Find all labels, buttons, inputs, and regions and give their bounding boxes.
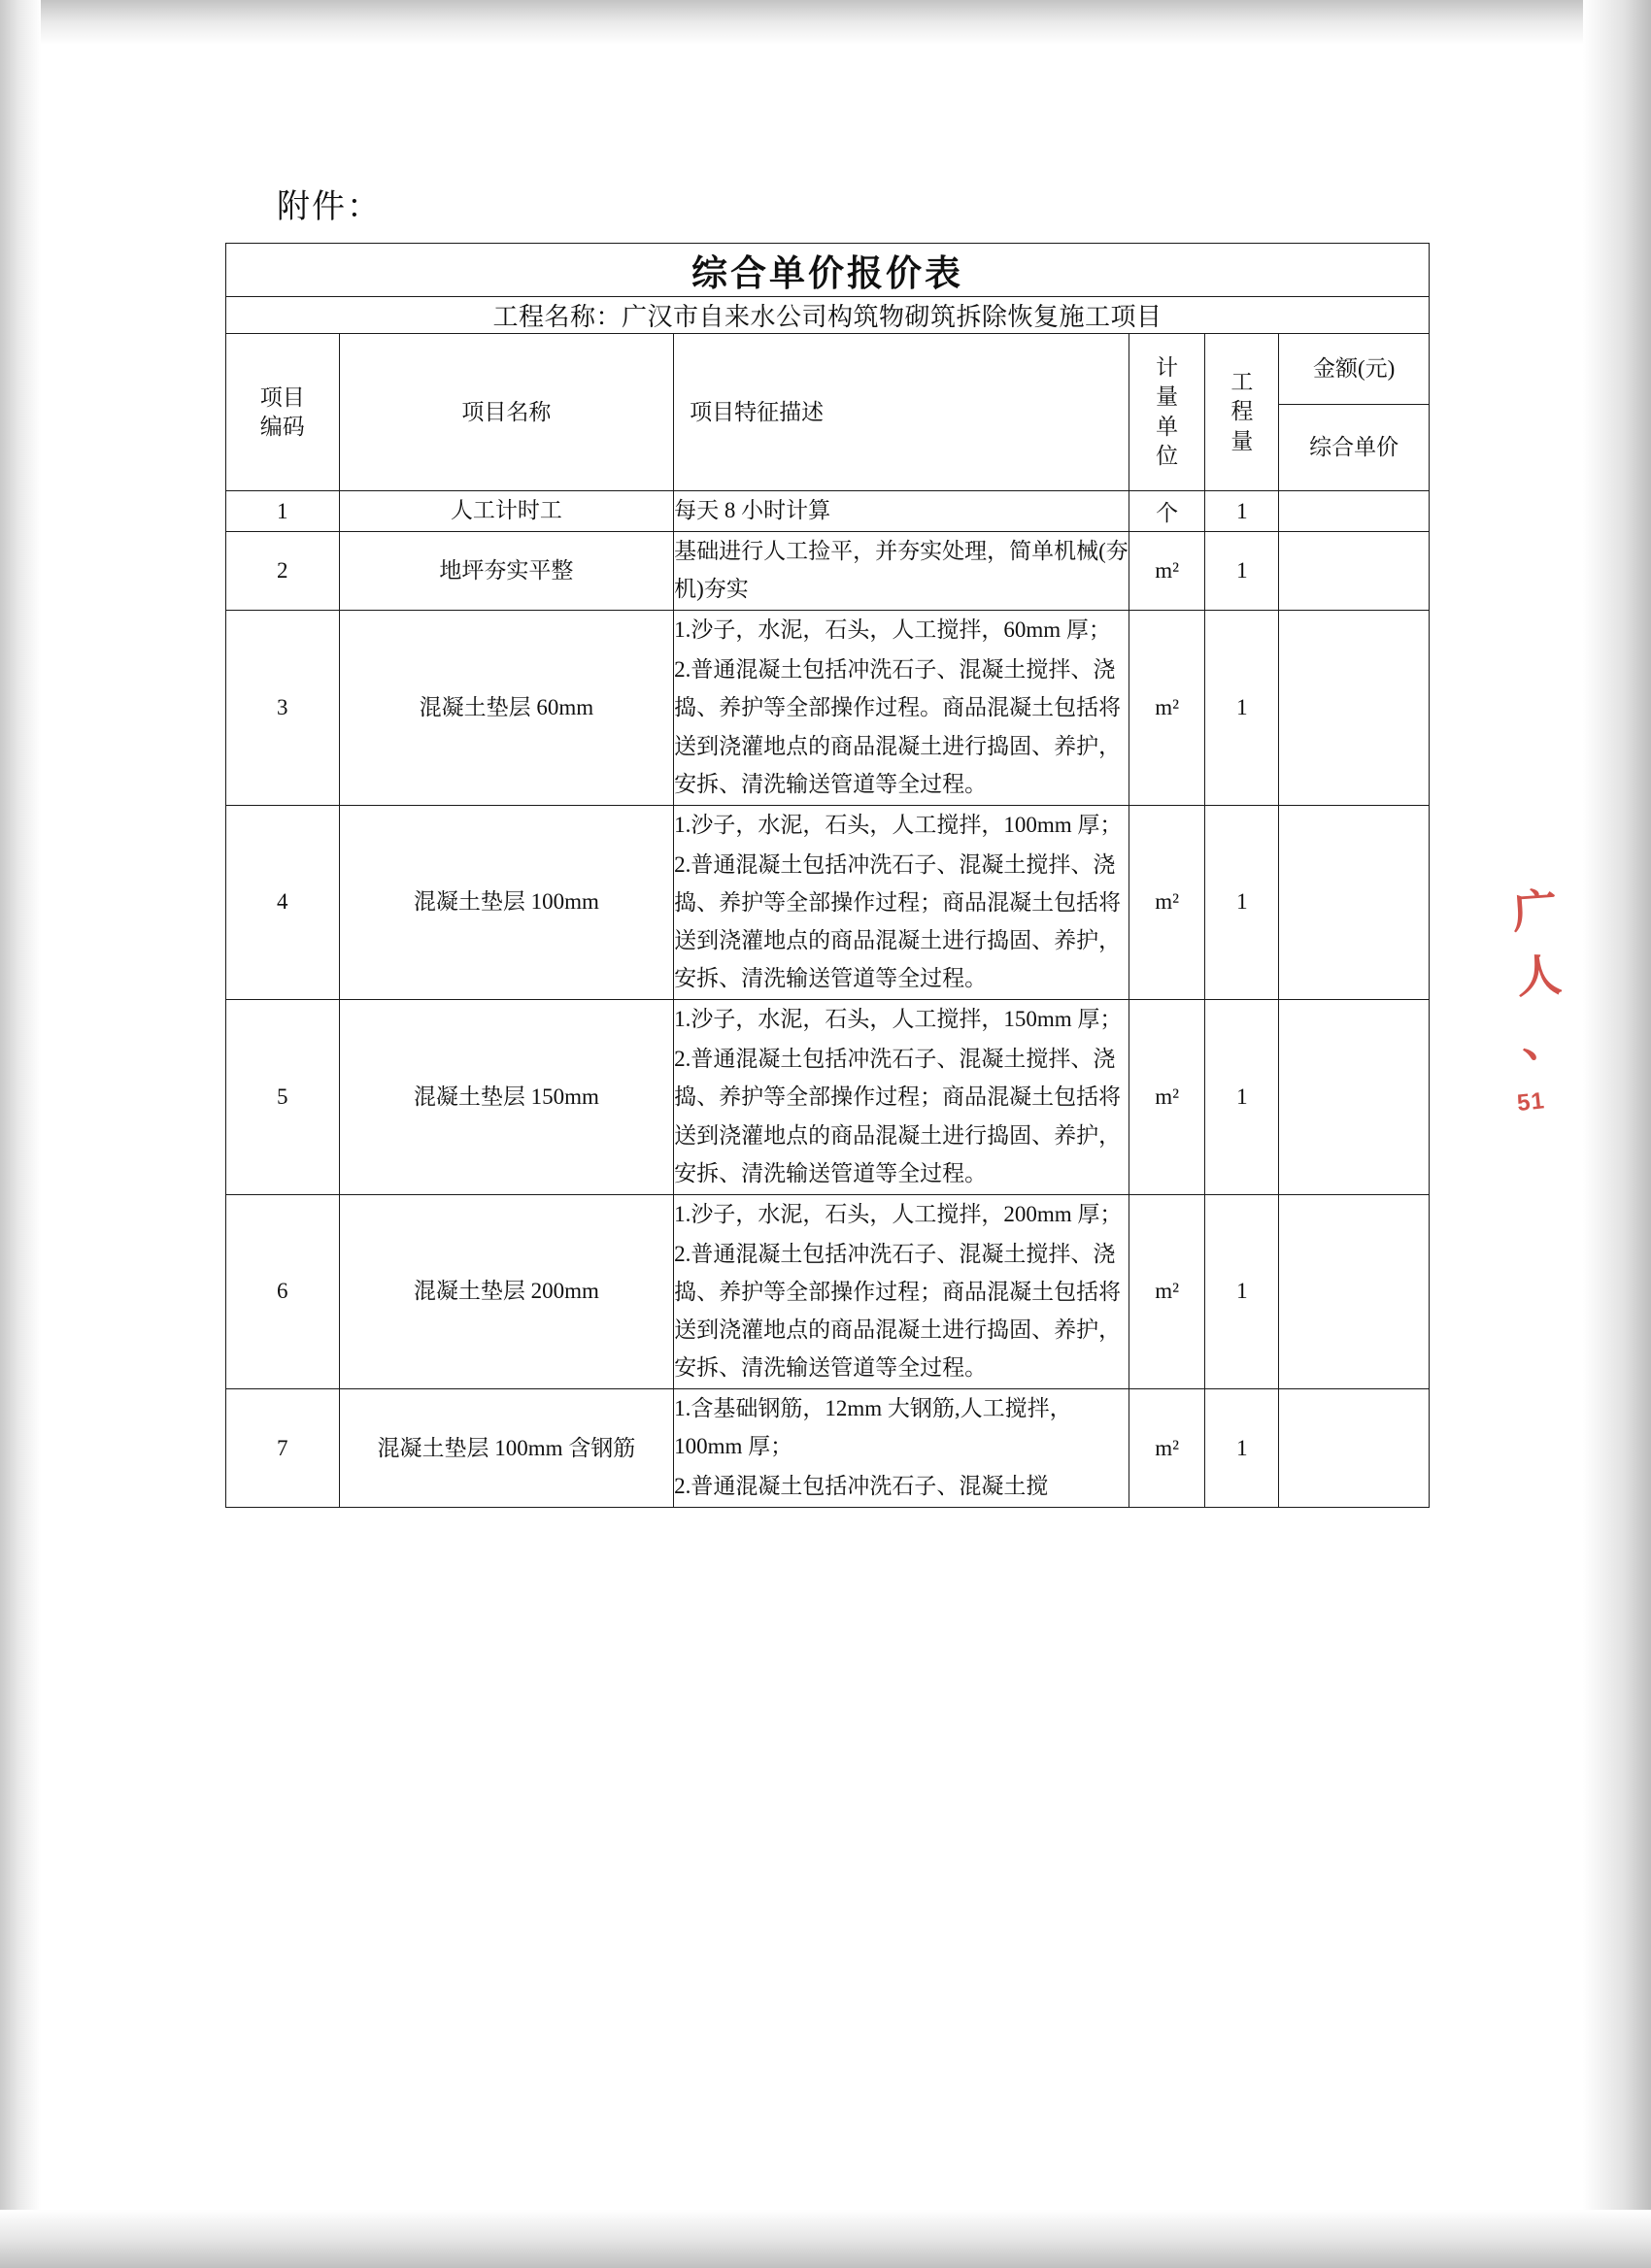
row-unit: 个	[1129, 491, 1205, 532]
row-feature-desc	[674, 1194, 1129, 1388]
attachment-label: 附件：	[277, 189, 382, 225]
desc-line: 1.含基础钢筋，12mm 大钢筋,人工搅拌，100mm 厚；	[674, 1396, 1072, 1459]
seal-number: 51	[1515, 1087, 1547, 1117]
project-name-line: 工程名称：广汉市自来水公司构筑物砌筑拆除恢复施工项目	[226, 297, 1430, 334]
table-row	[226, 1194, 1430, 1388]
table-title-row	[226, 244, 1430, 297]
desc-line: 2.普通混凝土包括冲洗石子、混凝土搅拌、浇捣、养护等全部操作过程；商品混凝土包括将送到浇灌地点的商品混凝土进行捣固、养护，安拆、清洗输送管道等全过程。	[674, 851, 1122, 991]
row-unit-price[interactable]	[1279, 1194, 1430, 1388]
header-unit-line3: 单	[1156, 414, 1179, 439]
row-no: 2	[226, 532, 340, 611]
header-unit	[1129, 334, 1205, 491]
header-amount: 金额(元)	[1279, 334, 1430, 405]
header-unit-price: 综合单价	[1279, 405, 1430, 491]
row-no: 1	[226, 491, 340, 532]
row-unit-price[interactable]	[1279, 1389, 1430, 1508]
row-quantity: 1	[1205, 611, 1279, 805]
seal-characters: 广 人 、	[1510, 884, 1568, 1067]
row-quantity: 1	[1205, 532, 1279, 611]
row-unit: m²	[1129, 1389, 1205, 1508]
row-item-name: 混凝土垫层 150mm	[339, 1000, 674, 1194]
row-no: 7	[226, 1389, 340, 1508]
page-edge-shading-bottom	[0, 2210, 1651, 2268]
row-unit: m²	[1129, 532, 1205, 611]
header-item-name: 项目名称	[339, 334, 674, 491]
table-project-row	[226, 297, 1430, 334]
row-quantity: 1	[1205, 1389, 1279, 1508]
quotation-table	[225, 243, 1430, 1508]
table-row	[226, 491, 1430, 532]
header-quantity-line2: 程	[1230, 399, 1254, 424]
row-unit: m²	[1129, 1000, 1205, 1194]
table-row	[226, 532, 1430, 611]
row-unit-price[interactable]	[1279, 491, 1430, 532]
row-unit-price[interactable]	[1279, 611, 1430, 805]
row-no: 6	[226, 1194, 340, 1388]
row-item-name: 地坪夯实平整	[339, 532, 674, 611]
table-row	[226, 1000, 1430, 1194]
desc-line: 1.沙子，水泥，石头，人工搅拌，60mm 厚；	[674, 617, 1111, 643]
row-feature-desc	[674, 805, 1129, 999]
row-no: 4	[226, 805, 340, 999]
row-quantity: 1	[1205, 1194, 1279, 1388]
header-item-code-line1: 项目	[259, 384, 305, 410]
row-unit-price[interactable]	[1279, 1000, 1430, 1194]
table-row	[226, 611, 1430, 805]
row-feature-desc	[674, 611, 1129, 805]
table-row	[226, 805, 1430, 999]
header-item-code-line2: 编码	[259, 414, 305, 439]
page-edge-shading-top	[0, 0, 1651, 45]
row-quantity: 1	[1205, 491, 1279, 532]
desc-line: 1.沙子，水泥，石头，人工搅拌，100mm 厚；	[674, 812, 1123, 837]
desc-line: 每天 8 小时计算	[674, 498, 831, 522]
table-header-row-1	[226, 334, 1430, 405]
header-item-feature: 项目特征描述	[674, 334, 1129, 491]
row-item-name: 混凝土垫层 100mm 含钢筋	[339, 1389, 674, 1508]
row-item-name: 混凝土垫层 60mm	[339, 611, 674, 805]
row-quantity: 1	[1205, 1000, 1279, 1194]
row-feature-desc	[674, 491, 1129, 532]
row-quantity: 1	[1205, 805, 1279, 999]
desc-line: 1.沙子，水泥，石头，人工搅拌，150mm 厚；	[674, 1007, 1123, 1032]
row-feature-desc	[674, 1000, 1129, 1194]
header-quantity	[1205, 334, 1279, 491]
desc-line: 1.沙子，水泥，石头，人工搅拌，200mm 厚；	[674, 1201, 1123, 1226]
row-unit-price[interactable]	[1279, 805, 1430, 999]
header-unit-line1: 计	[1156, 354, 1179, 380]
row-no: 5	[226, 1000, 340, 1194]
header-quantity-line3: 量	[1230, 428, 1254, 453]
row-feature-desc	[674, 1389, 1129, 1508]
row-unit: m²	[1129, 805, 1205, 999]
row-feature-desc	[674, 532, 1129, 611]
header-unit-line2: 量	[1156, 384, 1179, 410]
row-unit-price[interactable]	[1279, 532, 1430, 611]
document-title: 综合单价报价表	[226, 244, 1430, 297]
row-item-name: 混凝土垫层 200mm	[339, 1194, 674, 1388]
row-unit: m²	[1129, 1194, 1205, 1388]
row-item-name: 人工计时工	[339, 491, 674, 532]
header-item-code	[226, 334, 340, 491]
desc-line: 2.普通混凝土包括冲洗石子、混凝土搅拌、浇捣、养护等全部操作过程。商品混凝土包括将送到浇灌地点的商品混凝土进行捣固、养护，安拆、清洗输送管道等全过程。	[674, 657, 1122, 796]
desc-line: 基础进行人工捡平，并夯实处理，简单机械(夯机)夯实	[674, 539, 1129, 602]
row-item-name: 混凝土垫层 100mm	[339, 805, 674, 999]
desc-line: 2.普通混凝土包括冲洗石子、混凝土搅拌、浇捣、养护等全部操作过程；商品混凝土包括将送到浇灌地点的商品混凝土进行捣固、养护，安拆、清洗输送管道等全过程。	[674, 1241, 1122, 1381]
header-unit-line4: 位	[1156, 443, 1179, 468]
row-no: 3	[226, 611, 340, 805]
header-quantity-line1: 工	[1230, 369, 1254, 394]
row-unit: m²	[1129, 611, 1205, 805]
desc-line: 2.普通混凝土包括冲洗石子、混凝土搅	[674, 1474, 1049, 1499]
red-seal-fragment	[1510, 879, 1595, 1199]
table-row	[226, 1389, 1430, 1508]
page-edge-shading-left	[0, 0, 41, 2268]
page-edge-shading-right	[1583, 0, 1651, 2268]
desc-line: 2.普通混凝土包括冲洗石子、混凝土搅拌、浇捣、养护等全部操作过程；商品混凝土包括将送到浇灌地点的商品混凝土进行捣固、养护，安拆、清洗输送管道等全过程。	[674, 1047, 1122, 1185]
